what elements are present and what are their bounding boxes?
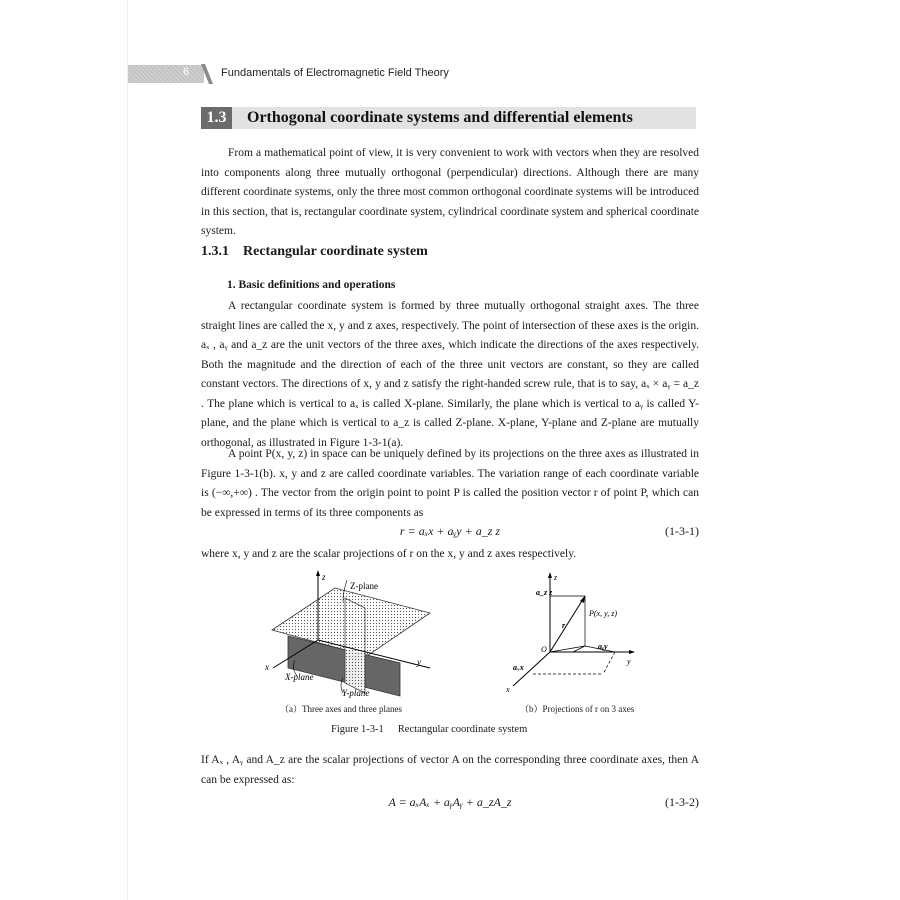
a-y-label: y	[417, 657, 421, 667]
intro-paragraph: From a mathematical point of view, it is very convenient to work with vectors when they are resolved into components along three mutually orthogonal (perpendicular) directions. Although there are many different coordinate systems, only the three most common orthogonal coordinate systems will be introduced in this section, that is, rectangular coordinate system, cylindrical coordinate system and spherical coordinate system.	[201, 147, 699, 237]
b-point-label: P(x, y, z)	[589, 609, 617, 618]
subsubsection-heading: 1. Basic definitions and operations	[227, 279, 396, 291]
figure-caption	[331, 724, 527, 735]
subsection-number: 1.3.1	[201, 244, 229, 259]
running-header-title: Fundamentals of Electromagnetic Field Theory	[221, 67, 449, 79]
x-plane-surface	[345, 598, 365, 693]
figure-a-caption: （a）Three axes and three planes	[280, 704, 402, 714]
equation-number-2: (1-3-2)	[665, 795, 699, 809]
b-r-label: r	[562, 621, 566, 630]
section-title: Orthogonal coordinate systems and differential elements	[247, 109, 633, 126]
figure-caption-title: Rectangular coordinate system	[397, 724, 528, 735]
figure-b-projections	[505, 570, 650, 695]
section-number: 1.3	[201, 107, 232, 129]
paragraph-rectangular-definition: A rectangular coordinate system is formed by three mutually orthogonal straight axes. The three straight lines are called the x, y and z axes, respectively. The point of intersection of these axes is the origin. aₓ , aᵧ and a_z are the unit vectors of the three axes, which indicate the directions of the axes respectively. Both the magnitude and the direction of each of the three unit vectors are constant, so they are called constant vectors. The directions of x, y and z satisfy the right-handed screw rule, that is to say, aₓ × aᵧ = a_z . The plane which is vertical to aₓ is called X-plane. Similarly, the plane which is vertical to aᵧ is called Y-plane, and the plane which is vertical to a_z is called Z-plane. X-plane, Y-plane and Z-plane are mutually orthogonal, as illustrated in Figure 1-3-1(a).	[201, 300, 699, 449]
section-heading	[201, 107, 696, 129]
paragraph-scalar-projections: where x, y and z are the scalar projections of r on the x, y and z axes respectively.	[201, 548, 577, 560]
a-x-plane-label: X-plane	[285, 672, 314, 682]
b-axx-label: aₓx	[513, 663, 524, 672]
figure-caption-number: Figure 1-3-1	[331, 724, 384, 735]
equation-expression: r = aₓx + aᵧy + a_z z	[399, 524, 501, 538]
a-y-plane-label: Y-plane	[342, 688, 370, 698]
page-number: 6	[183, 66, 190, 78]
equation-expression-2: A = aₓAₓ + aᵧAᵧ + a_zA_z	[388, 795, 512, 809]
subsection-title: Rectangular coordinate system	[243, 244, 428, 259]
b-ayy-label: aᵧy	[598, 642, 608, 651]
equation-1-3-2	[201, 795, 699, 813]
b-azz-label: a_z z	[536, 588, 553, 597]
figure-a-axes-and-planes	[255, 568, 445, 698]
paragraph-vector-a: If Aₓ , Aᵧ and A_z are the scalar projections of vector A on the corresponding three coordinate axes, then A can be expressed as:	[201, 754, 699, 786]
subsection-heading	[201, 244, 428, 260]
figure-b-caption: （b）Projections of r on 3 axes	[520, 704, 635, 714]
b-x-label: x	[506, 685, 510, 694]
header-slash-decoration	[201, 64, 213, 84]
paragraph-point-definition: A point P(x, y, z) in space can be uniquely defined by its projections on the three axes as illustrated in Figure 1-3-1(b). x, y and z are called coordinate variables. The variation range of each coordinate variable is (−∞,+∞) . The vector from the origin point to point P is called the position vector r of point P, which can be expressed in terms of its three components as	[201, 448, 699, 519]
header-band	[128, 65, 204, 83]
b-z-label: z	[554, 573, 558, 582]
a-z-plane-label: Z-plane	[350, 581, 378, 591]
a-x-label: x	[265, 662, 269, 672]
equation-1-3-1	[201, 524, 699, 542]
equation-number: (1-3-1)	[665, 524, 699, 538]
position-vector-r	[550, 596, 585, 652]
b-y-label: y	[627, 657, 631, 666]
b-origin-label: O	[541, 645, 547, 654]
a-z-label: z	[322, 572, 326, 582]
